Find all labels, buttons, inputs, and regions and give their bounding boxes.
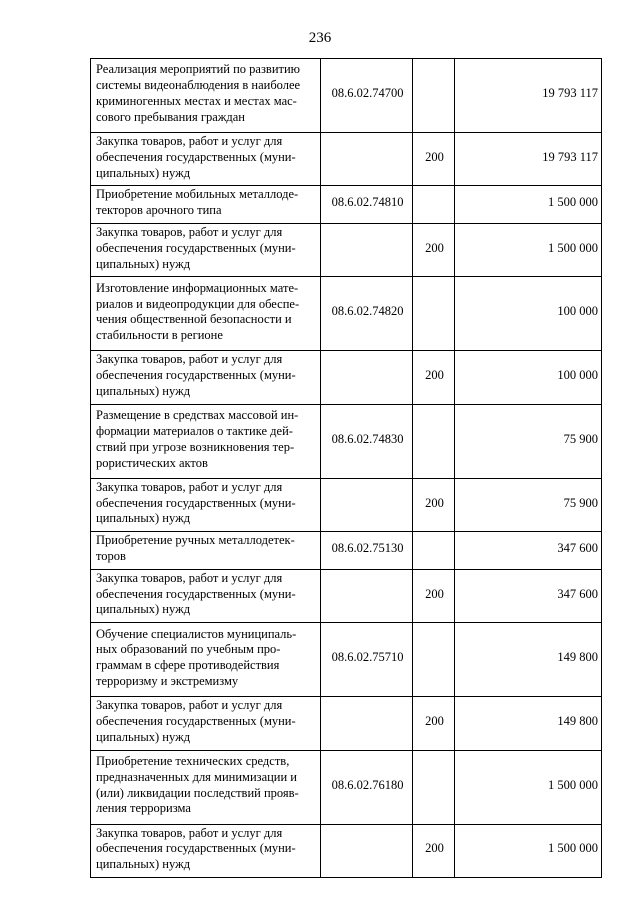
target-article-code-cell: 08.6.02.75710	[321, 623, 413, 697]
expense-type-cell	[413, 186, 455, 224]
item-name-line: (или) ликвидации последствий прояв-	[96, 785, 299, 800]
table-row	[91, 478, 602, 531]
item-name-line: обеспечения государственных (муни-	[96, 149, 296, 164]
amount-cell: 75 900	[455, 478, 602, 531]
item-name-line: чения общественной безопасности и	[96, 312, 292, 327]
item-name-line: системы видеонаблюдения в наиболее	[96, 78, 301, 93]
item-name-line: Закупка товаров, работ и услуг для	[96, 479, 283, 494]
item-name-line: Закупка товаров, работ и услуг для	[96, 134, 283, 148]
table-row	[91, 623, 602, 697]
amount-cell: 100 000	[455, 277, 602, 351]
item-name-line: обеспечения государственных (муни-	[96, 495, 296, 510]
amount-cell: 149 800	[455, 697, 602, 750]
item-name-line: ления терроризма	[96, 801, 191, 816]
amount-cell: 347 600	[455, 532, 602, 570]
item-name-line: ципальных) нужд	[96, 165, 191, 180]
expense-type-cell: 200	[413, 569, 455, 622]
target-article-code-cell	[321, 824, 413, 877]
target-article-code-cell: 08.6.02.75130	[321, 532, 413, 570]
amount-cell: 19 793 117	[455, 59, 602, 133]
item-name-line: стабильности в регионе	[96, 328, 223, 343]
item-name-cell	[91, 186, 321, 224]
expense-type-cell	[413, 750, 455, 824]
amount-cell: 1 500 000	[455, 186, 602, 224]
amount-cell: 1 500 000	[455, 750, 602, 824]
expense-type-cell: 200	[413, 478, 455, 531]
target-article-code-cell: 08.6.02.76180	[321, 750, 413, 824]
item-name-line: ципальных) нужд	[96, 383, 191, 398]
budget-table-body	[91, 59, 602, 878]
item-name-line: текторов арочного типа	[96, 203, 222, 218]
item-name-line: торов	[96, 548, 126, 563]
item-name-cell	[91, 351, 321, 404]
item-name-line: Размещение в средствах массовой ин-	[96, 408, 299, 423]
table-row	[91, 697, 602, 750]
table-row	[91, 186, 602, 224]
expense-type-cell	[413, 623, 455, 697]
target-article-code-cell	[321, 569, 413, 622]
budget-table	[90, 58, 602, 878]
amount-cell: 19 793 117	[455, 133, 602, 186]
item-name-line: ципальных) нужд	[96, 857, 191, 872]
target-article-code-cell: 08.6.02.74820	[321, 277, 413, 351]
item-name-cell	[91, 277, 321, 351]
item-name-line: обеспечения государственных (муни-	[96, 368, 296, 383]
table-row	[91, 59, 602, 133]
table-row	[91, 223, 602, 276]
item-name-line: Реализация мероприятий по развитию	[96, 62, 300, 77]
item-name-line: обеспечения государственных (муни-	[96, 240, 296, 255]
expense-type-cell	[413, 404, 455, 478]
expense-type-cell	[413, 277, 455, 351]
target-article-code-cell: 08.6.02.74830	[321, 404, 413, 478]
expense-type-cell: 200	[413, 824, 455, 877]
table-row	[91, 750, 602, 824]
item-name-cell	[91, 532, 321, 570]
item-name-cell	[91, 750, 321, 824]
table-row	[91, 404, 602, 478]
item-name-line: Закупка товаров, работ и услуг для	[96, 352, 283, 367]
target-article-code-cell	[321, 223, 413, 276]
item-name-line: Закупка товаров, работ и услуг для	[96, 570, 283, 585]
amount-cell: 1 500 000	[455, 223, 602, 276]
item-name-line: Приобретение мобильных металлоде-	[96, 187, 299, 202]
item-name-cell	[91, 697, 321, 750]
target-article-code-cell: 08.6.02.74700	[321, 59, 413, 133]
amount-cell: 347 600	[455, 569, 602, 622]
item-name-cell	[91, 133, 321, 186]
expense-type-cell: 200	[413, 223, 455, 276]
item-name-line: рористических актов	[96, 455, 208, 470]
item-name-line: ципальных) нужд	[96, 511, 191, 526]
expense-type-cell: 200	[413, 697, 455, 750]
table-row	[91, 569, 602, 622]
item-name-line: обеспечения государственных (муни-	[96, 841, 296, 856]
target-article-code-cell	[321, 697, 413, 750]
item-name-line: ствий при угрозе возникновения тер-	[96, 439, 295, 454]
page-number: 236	[308, 30, 332, 46]
expense-type-cell: 200	[413, 133, 455, 186]
item-name-cell	[91, 478, 321, 531]
item-name-cell	[91, 623, 321, 697]
item-name-line: Закупка товаров, работ и услуг для	[96, 224, 283, 239]
target-article-code-cell	[321, 133, 413, 186]
target-article-code-cell	[321, 351, 413, 404]
item-name-line: ципальных) нужд	[96, 602, 191, 617]
item-name-cell	[91, 59, 321, 133]
item-name-cell	[91, 824, 321, 877]
expense-type-cell	[413, 59, 455, 133]
item-name-line: Обучение специалистов муниципаль-	[96, 626, 297, 641]
item-name-line: риалов и видеопродукции для обеспе-	[96, 296, 300, 311]
item-name-line: ных образований по учебным про-	[96, 642, 281, 657]
amount-cell: 149 800	[455, 623, 602, 697]
amount-cell: 75 900	[455, 404, 602, 478]
item-name-cell	[91, 404, 321, 478]
item-name-line: ципальных) нужд	[96, 729, 191, 744]
item-name-line: сового пребывания граждан	[96, 109, 245, 124]
target-article-code-cell	[321, 478, 413, 531]
amount-cell: 1 500 000	[455, 824, 602, 877]
table-row	[91, 351, 602, 404]
table-row	[91, 277, 602, 351]
table-row	[91, 824, 602, 877]
item-name-line: Приобретение технических средств,	[96, 753, 290, 768]
item-name-line: обеспечения государственных (муни-	[96, 586, 296, 601]
amount-cell: 100 000	[455, 351, 602, 404]
item-name-line: Приобретение ручных металлодетек-	[96, 533, 295, 548]
item-name-cell	[91, 569, 321, 622]
target-article-code-cell: 08.6.02.74810	[321, 186, 413, 224]
item-name-line: Закупка товаров, работ и услуг для	[96, 698, 283, 713]
item-name-line: граммам в сфере противодействия	[96, 658, 280, 673]
item-name-cell	[91, 223, 321, 276]
item-name-line: предназначенных для минимизации и	[96, 769, 298, 784]
table-row	[91, 532, 602, 570]
item-name-line: терроризму и экстремизму	[96, 673, 239, 688]
expense-type-cell: 200	[413, 351, 455, 404]
item-name-line: формации материалов о тактике дей-	[96, 423, 293, 438]
item-name-line: ципальных) нужд	[96, 256, 191, 271]
expense-type-cell	[413, 532, 455, 570]
item-name-line: Закупка товаров, работ и услуг для	[96, 825, 283, 840]
table-row	[91, 133, 602, 186]
item-name-line: Изготовление информационных мате-	[96, 280, 299, 295]
item-name-line: криминогенных местах и местах мас-	[96, 94, 297, 108]
item-name-line: обеспечения государственных (муни-	[96, 713, 296, 728]
